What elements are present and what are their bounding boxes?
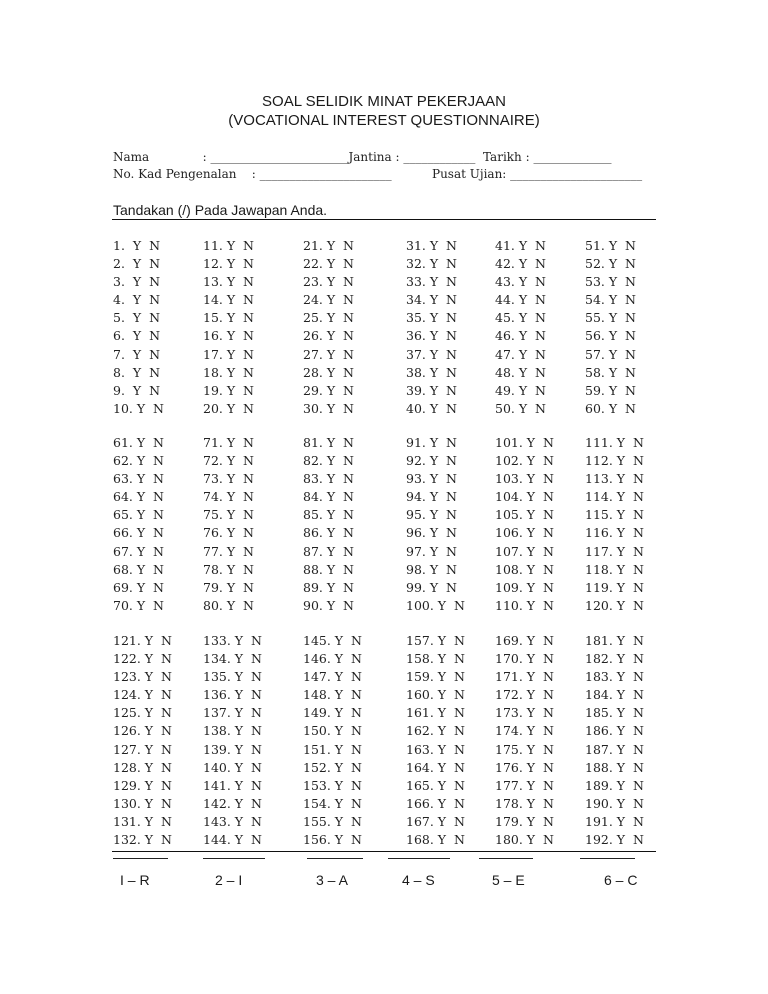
question-item[interactable]: 58. Y N bbox=[585, 364, 636, 380]
question-column bbox=[495, 434, 554, 615]
question-item[interactable]: 7. Y N bbox=[113, 346, 161, 362]
question-item[interactable]: 83. Y N bbox=[303, 471, 354, 487]
question-item[interactable]: 129. Y N bbox=[113, 777, 172, 793]
question-item[interactable]: 90. Y N bbox=[303, 597, 354, 613]
question-column bbox=[203, 632, 262, 849]
footer-divider bbox=[112, 851, 656, 852]
question-item[interactable]: 153. Y N bbox=[303, 777, 362, 793]
question-item[interactable]: 183. Y N bbox=[585, 669, 644, 685]
question-item[interactable]: 160. Y N bbox=[406, 687, 465, 703]
question-item[interactable]: 26. Y N bbox=[303, 328, 354, 344]
question-item[interactable]: 103. Y N bbox=[495, 471, 554, 487]
question-item[interactable]: 31. Y N bbox=[406, 238, 457, 253]
question-item[interactable]: 156. Y N bbox=[303, 832, 362, 848]
header-divider bbox=[112, 219, 656, 220]
question-item[interactable]: 47. Y N bbox=[495, 346, 546, 362]
question-item[interactable]: 94. Y N bbox=[406, 489, 457, 505]
instruction-text: Tandakan (/) Pada Jawapan Anda. bbox=[113, 202, 328, 218]
question-item[interactable]: 188. Y N bbox=[585, 759, 644, 775]
question-item[interactable]: 60. Y N bbox=[585, 400, 636, 416]
question-item[interactable]: 180. Y N bbox=[495, 832, 554, 848]
question-item[interactable]: 92. Y N bbox=[406, 453, 457, 469]
question-item[interactable]: 30. Y N bbox=[303, 400, 354, 416]
question-item[interactable]: 8. Y N bbox=[113, 364, 161, 380]
score-blank[interactable] bbox=[307, 858, 363, 871]
question-item[interactable]: 14. Y N bbox=[203, 292, 254, 308]
question-column bbox=[406, 434, 465, 615]
question-item[interactable]: 169. Y N bbox=[495, 633, 554, 648]
question-item[interactable]: 145. Y N bbox=[303, 633, 362, 648]
question-item[interactable]: 126. Y N bbox=[113, 723, 172, 739]
score-blank[interactable] bbox=[113, 858, 168, 871]
question-item[interactable]: 3. Y N bbox=[113, 274, 161, 290]
question-item[interactable]: 115. Y N bbox=[585, 507, 644, 523]
question-item[interactable]: 100. Y N bbox=[406, 597, 465, 613]
score-blank[interactable] bbox=[479, 858, 533, 871]
question-column bbox=[585, 632, 644, 849]
question-item[interactable]: 135. Y N bbox=[203, 669, 262, 685]
question-column bbox=[203, 434, 254, 615]
question-item[interactable]: 80. Y N bbox=[203, 597, 254, 613]
question-item[interactable]: 29. Y N bbox=[303, 382, 354, 398]
question-item[interactable]: 140. Y N bbox=[203, 759, 262, 775]
question-item[interactable]: 76. Y N bbox=[203, 525, 254, 541]
question-item[interactable]: 143. Y N bbox=[203, 813, 262, 829]
question-item[interactable]: 25. Y N bbox=[303, 310, 354, 326]
question-item[interactable]: 138. Y N bbox=[203, 723, 262, 739]
question-item[interactable]: 89. Y N bbox=[303, 579, 354, 595]
question-item[interactable]: 190. Y N bbox=[585, 795, 644, 811]
question-item[interactable]: 82. Y N bbox=[303, 453, 354, 469]
question-item[interactable]: 56. Y N bbox=[585, 328, 636, 344]
question-item[interactable]: 46. Y N bbox=[495, 328, 546, 344]
question-item[interactable]: 168. Y N bbox=[406, 832, 465, 848]
question-item[interactable]: 116. Y N bbox=[585, 525, 644, 541]
question-item[interactable]: 74. Y N bbox=[203, 489, 254, 505]
score-category-label: 6 – C bbox=[604, 872, 638, 888]
question-item[interactable]: 178. Y N bbox=[495, 795, 554, 811]
question-item[interactable]: 134. Y N bbox=[203, 651, 262, 667]
question-item[interactable]: 64. Y N bbox=[113, 489, 164, 505]
question-column bbox=[303, 434, 354, 615]
score-category-label: 3 – A bbox=[316, 872, 348, 888]
question-item[interactable]: 81. Y N bbox=[303, 435, 354, 450]
question-item[interactable]: 28. Y N bbox=[303, 364, 354, 380]
question-item[interactable]: 104. Y N bbox=[495, 489, 554, 505]
question-item[interactable]: 124. Y N bbox=[113, 687, 172, 703]
question-item[interactable]: 107. Y N bbox=[495, 543, 554, 559]
question-item[interactable]: 127. Y N bbox=[113, 741, 172, 757]
question-item[interactable]: 12. Y N bbox=[203, 256, 254, 272]
question-item[interactable]: 20. Y N bbox=[203, 400, 254, 416]
question-item[interactable]: 155. Y N bbox=[303, 813, 362, 829]
question-item[interactable]: 119. Y N bbox=[585, 579, 644, 595]
score-blank[interactable] bbox=[388, 858, 450, 871]
question-item[interactable]: 157. Y N bbox=[406, 633, 465, 648]
score-category-label: 2 – I bbox=[215, 872, 243, 888]
question-column bbox=[585, 434, 644, 615]
exam-center-field: Pusat Ujian: ______________________ bbox=[432, 167, 643, 181]
question-item[interactable]: 88. Y N bbox=[303, 561, 354, 577]
question-item[interactable]: 57. Y N bbox=[585, 346, 636, 362]
personal-info-line2: No. Kad Pengenalan : ______________________ bbox=[113, 167, 392, 181]
question-item[interactable]: 73. Y N bbox=[203, 471, 254, 487]
question-item[interactable]: 4. Y N bbox=[113, 292, 161, 308]
question-item[interactable]: 147. Y N bbox=[303, 669, 362, 685]
question-item[interactable]: 161. Y N bbox=[406, 705, 465, 721]
score-category-label: 5 – E bbox=[492, 872, 525, 888]
question-item[interactable]: 152. Y N bbox=[303, 759, 362, 775]
question-item[interactable]: 49. Y N bbox=[495, 382, 546, 398]
question-item[interactable]: 130. Y N bbox=[113, 795, 172, 811]
question-item[interactable]: 172. Y N bbox=[495, 687, 554, 703]
question-column bbox=[406, 632, 465, 849]
question-item[interactable]: 173. Y N bbox=[495, 705, 554, 721]
question-item[interactable]: 32. Y N bbox=[406, 256, 457, 272]
question-item[interactable]: 106. Y N bbox=[495, 525, 554, 541]
question-item[interactable]: 141. Y N bbox=[203, 777, 262, 793]
question-item[interactable]: 50. Y N bbox=[495, 400, 546, 416]
question-item[interactable]: 128. Y N bbox=[113, 759, 172, 775]
question-item[interactable]: 167. Y N bbox=[406, 813, 465, 829]
question-item[interactable]: 21. Y N bbox=[303, 238, 354, 253]
question-item[interactable]: 68. Y N bbox=[113, 561, 164, 577]
question-column bbox=[303, 632, 362, 849]
question-item[interactable]: 10. Y N bbox=[113, 400, 164, 416]
question-item[interactable]: 39. Y N bbox=[406, 382, 457, 398]
question-item[interactable]: 113. Y N bbox=[585, 471, 644, 487]
question-item[interactable]: 176. Y N bbox=[495, 759, 554, 775]
question-item[interactable]: 144. Y N bbox=[203, 832, 262, 848]
question-item[interactable]: 108. Y N bbox=[495, 561, 554, 577]
question-column bbox=[585, 237, 636, 418]
question-item[interactable]: 38. Y N bbox=[406, 364, 457, 380]
question-item[interactable]: 33. Y N bbox=[406, 274, 457, 290]
question-item[interactable]: 142. Y N bbox=[203, 795, 262, 811]
question-item[interactable]: 148. Y N bbox=[303, 687, 362, 703]
question-item[interactable]: 52. Y N bbox=[585, 256, 636, 272]
question-item[interactable]: 98. Y N bbox=[406, 561, 457, 577]
question-item[interactable]: 55. Y N bbox=[585, 310, 636, 326]
question-item[interactable]: 19. Y N bbox=[203, 382, 254, 398]
question-item[interactable]: 6. Y N bbox=[113, 328, 161, 344]
question-item[interactable]: 11. Y N bbox=[203, 238, 254, 253]
question-item[interactable]: 78. Y N bbox=[203, 561, 254, 577]
question-item[interactable]: 5. Y N bbox=[113, 310, 161, 326]
question-item[interactable]: 63. Y N bbox=[113, 471, 164, 487]
question-item[interactable]: 186. Y N bbox=[585, 723, 644, 739]
question-item[interactable]: 112. Y N bbox=[585, 453, 644, 469]
question-item[interactable]: 69. Y N bbox=[113, 579, 164, 595]
question-item[interactable]: 44. Y N bbox=[495, 292, 546, 308]
question-item[interactable]: 122. Y N bbox=[113, 651, 172, 667]
question-item[interactable]: 24. Y N bbox=[303, 292, 354, 308]
question-item[interactable]: 77. Y N bbox=[203, 543, 254, 559]
question-item[interactable]: 117. Y N bbox=[585, 543, 644, 559]
question-item[interactable]: 66. Y N bbox=[113, 525, 164, 541]
question-item[interactable]: 192. Y N bbox=[585, 832, 644, 848]
question-item[interactable]: 179. Y N bbox=[495, 813, 554, 829]
question-item[interactable]: 164. Y N bbox=[406, 759, 465, 775]
question-item[interactable]: 65. Y N bbox=[113, 507, 164, 523]
question-item[interactable]: 191. Y N bbox=[585, 813, 644, 829]
question-item[interactable]: 182. Y N bbox=[585, 651, 644, 667]
question-item[interactable]: 102. Y N bbox=[495, 453, 554, 469]
score-blank[interactable] bbox=[203, 858, 265, 871]
question-item[interactable]: 40. Y N bbox=[406, 400, 457, 416]
score-category-label: 4 – S bbox=[402, 872, 435, 888]
question-item[interactable]: 133. Y N bbox=[203, 633, 262, 648]
question-item[interactable]: 181. Y N bbox=[585, 633, 644, 648]
question-item[interactable]: 139. Y N bbox=[203, 741, 262, 757]
question-item[interactable]: 165. Y N bbox=[406, 777, 465, 793]
question-item[interactable]: 45. Y N bbox=[495, 310, 546, 326]
question-item[interactable]: 132. Y N bbox=[113, 832, 172, 848]
question-item[interactable]: 93. Y N bbox=[406, 471, 457, 487]
question-column bbox=[303, 237, 354, 418]
question-item[interactable]: 85. Y N bbox=[303, 507, 354, 523]
question-item[interactable]: 187. Y N bbox=[585, 741, 644, 757]
question-item[interactable]: 162. Y N bbox=[406, 723, 465, 739]
question-item[interactable]: 137. Y N bbox=[203, 705, 262, 721]
question-item[interactable]: 87. Y N bbox=[303, 543, 354, 559]
question-item[interactable]: 23. Y N bbox=[303, 274, 354, 290]
question-item[interactable]: 146. Y N bbox=[303, 651, 362, 667]
question-item[interactable]: 70. Y N bbox=[113, 597, 164, 613]
score-category-label: I – R bbox=[120, 872, 150, 888]
question-item[interactable]: 62. Y N bbox=[113, 453, 164, 469]
question-column bbox=[113, 237, 164, 418]
form-subtitle: (VOCATIONAL INTEREST QUESTIONNAIRE) bbox=[228, 112, 540, 129]
question-item[interactable]: 27. Y N bbox=[303, 346, 354, 362]
question-item[interactable]: 99. Y N bbox=[406, 579, 457, 595]
question-item[interactable]: 120. Y N bbox=[585, 597, 644, 613]
question-item[interactable]: 34. Y N bbox=[406, 292, 457, 308]
question-item[interactable]: 125. Y N bbox=[113, 705, 172, 721]
personal-info-line1: Nama : _______________________Jantina : ____________ Tarikh : _____________ bbox=[113, 150, 612, 164]
question-item[interactable]: 54. Y N bbox=[585, 292, 636, 308]
question-item[interactable]: 36. Y N bbox=[406, 328, 457, 344]
question-item[interactable]: 105. Y N bbox=[495, 507, 554, 523]
question-item[interactable]: 189. Y N bbox=[585, 777, 644, 793]
question-item[interactable]: 75. Y N bbox=[203, 507, 254, 523]
question-item[interactable]: 86. Y N bbox=[303, 525, 354, 541]
question-item[interactable]: 111. Y N bbox=[585, 435, 644, 450]
question-item[interactable]: 97. Y N bbox=[406, 543, 457, 559]
question-item[interactable]: 185. Y N bbox=[585, 705, 644, 721]
question-item[interactable]: 53. Y N bbox=[585, 274, 636, 290]
question-item[interactable]: 72. Y N bbox=[203, 453, 254, 469]
question-item[interactable]: 123. Y N bbox=[113, 669, 172, 685]
question-item[interactable]: 151. Y N bbox=[303, 741, 362, 757]
question-item[interactable]: 59. Y N bbox=[585, 382, 636, 398]
question-item[interactable]: 131. Y N bbox=[113, 813, 172, 829]
question-item[interactable]: 114. Y N bbox=[585, 489, 644, 505]
question-item[interactable]: 170. Y N bbox=[495, 651, 554, 667]
question-item[interactable]: 17. Y N bbox=[203, 346, 254, 362]
question-item[interactable]: 177. Y N bbox=[495, 777, 554, 793]
question-item[interactable]: 136. Y N bbox=[203, 687, 262, 703]
question-item[interactable]: 22. Y N bbox=[303, 256, 354, 272]
question-item[interactable]: 171. Y N bbox=[495, 669, 554, 685]
question-item[interactable]: 1. Y N bbox=[113, 238, 161, 253]
question-column bbox=[113, 632, 172, 849]
question-item[interactable]: 96. Y N bbox=[406, 525, 457, 541]
question-item[interactable]: 175. Y N bbox=[495, 741, 554, 757]
form-title: SOAL SELIDIK MINAT PEKERJAAN bbox=[262, 93, 506, 110]
question-item[interactable]: 2. Y N bbox=[113, 256, 161, 272]
question-item[interactable]: 35. Y N bbox=[406, 310, 457, 326]
question-item[interactable]: 61. Y N bbox=[113, 435, 164, 450]
question-item[interactable]: 84. Y N bbox=[303, 489, 354, 505]
question-item[interactable]: 71. Y N bbox=[203, 435, 254, 450]
question-item[interactable]: 149. Y N bbox=[303, 705, 362, 721]
question-column bbox=[495, 632, 554, 849]
question-item[interactable]: 109. Y N bbox=[495, 579, 554, 595]
question-item[interactable]: 91. Y N bbox=[406, 435, 457, 450]
question-item[interactable]: 150. Y N bbox=[303, 723, 362, 739]
question-column bbox=[203, 237, 254, 418]
question-item[interactable]: 15. Y N bbox=[203, 310, 254, 326]
question-item[interactable]: 159. Y N bbox=[406, 669, 465, 685]
score-blank[interactable] bbox=[580, 858, 635, 871]
question-item[interactable]: 41. Y N bbox=[495, 238, 546, 253]
question-item[interactable]: 158. Y N bbox=[406, 651, 465, 667]
question-item[interactable]: 13. Y N bbox=[203, 274, 254, 290]
question-item[interactable]: 95. Y N bbox=[406, 507, 457, 523]
question-item[interactable]: 67. Y N bbox=[113, 543, 164, 559]
question-item[interactable]: 110. Y N bbox=[495, 597, 554, 613]
question-item[interactable]: 9. Y N bbox=[113, 382, 161, 398]
question-item[interactable]: 18. Y N bbox=[203, 364, 254, 380]
question-item[interactable]: 16. Y N bbox=[203, 328, 254, 344]
question-item[interactable]: 118. Y N bbox=[585, 561, 644, 577]
question-item[interactable]: 101. Y N bbox=[495, 435, 554, 450]
question-item[interactable]: 79. Y N bbox=[203, 579, 254, 595]
question-item[interactable]: 37. Y N bbox=[406, 346, 457, 362]
question-item[interactable]: 184. Y N bbox=[585, 687, 644, 703]
question-item[interactable]: 42. Y N bbox=[495, 256, 546, 272]
question-column bbox=[495, 237, 546, 418]
question-item[interactable]: 121. Y N bbox=[113, 633, 172, 648]
question-item[interactable]: 174. Y N bbox=[495, 723, 554, 739]
question-item[interactable]: 166. Y N bbox=[406, 795, 465, 811]
question-column bbox=[406, 237, 457, 418]
question-item[interactable]: 163. Y N bbox=[406, 741, 465, 757]
question-item[interactable]: 154. Y N bbox=[303, 795, 362, 811]
question-column bbox=[113, 434, 164, 615]
question-item[interactable]: 51. Y N bbox=[585, 238, 636, 253]
question-item[interactable]: 48. Y N bbox=[495, 364, 546, 380]
question-item[interactable]: 43. Y N bbox=[495, 274, 546, 290]
